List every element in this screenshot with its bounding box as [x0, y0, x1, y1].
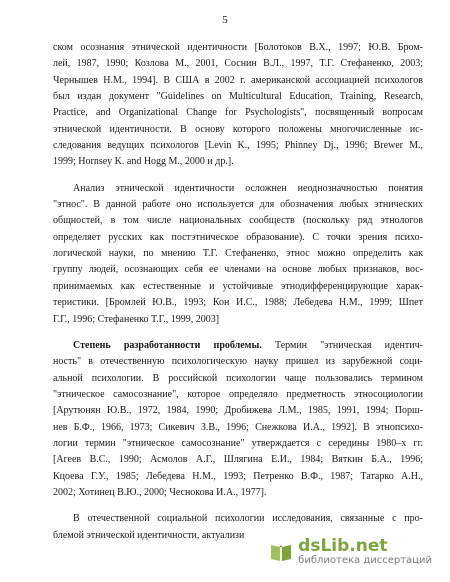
- text-line: группу людей, осознающих себя ее членами на основе любых признаков, вос-: [53, 264, 423, 276]
- text-line: лей, 1987, 1990; Козлова М., 2001, Соснин В.Л., 1997, Т.Г. Стефаненко, 2003;: [53, 58, 423, 70]
- text-line: Practice, and Organizational Change for Psychologists", посвященный вопросам: [53, 107, 423, 119]
- text-line: "этнос". В данной работе оно используется для обозначения любых этнических: [53, 199, 423, 211]
- text-line: 1999; Hornsey K. and Hogg M., 2000 и др.].: [53, 156, 234, 168]
- page-number: 5: [222, 14, 228, 26]
- text-line: следования ведущих психологов [Levin K., 1995; Phinney Dj., 1996; Brewer M.,: [53, 140, 423, 152]
- text-line: Чернышев Н.М., 1994]. В США в 2002 г. американской ассоциацией психологов: [53, 74, 423, 86]
- text-run: Термин "этническая идентич-: [261, 339, 423, 351]
- text-line: этнической идентичности. В основу которого положены многочисленные ис-: [53, 123, 423, 135]
- watermark: [264, 536, 436, 568]
- text-line: Г.Г., 1996; Стефаненко Т.Г., 1999, 2003]: [53, 313, 220, 325]
- text-line: [Агеев В.С., 1990; Асмолов А.Г., Шлягина Е.И., 1984; Вяткин Б.А., 1996;: [53, 454, 423, 466]
- text-line: определяет русских как постэтническое образование). С точки зрения психо-: [53, 231, 423, 243]
- book-logo-icon: [268, 539, 294, 565]
- text-line: теристики. [Бромлей Ю.В., 1993; Кон И.С., 1988; Лебедева Н.М., 1999; Шпет: [53, 297, 423, 309]
- text-line: 2002; Хотинец В.Ю., 2000; Чеснокова И.А., 1977].: [53, 486, 267, 498]
- text-line: логии термин "этническое самосознание" утверждается с середины 1980–х гг.: [53, 437, 423, 449]
- document-body: [53, 40, 423, 544]
- text-line: [Арутюнян Ю.В., 1972, 1984, 1990; Дробижева Л.М., 1985, 1991, 1994; Порш-: [53, 405, 423, 417]
- text-line: В отечественной социальной психологии исследования, связанные с про-: [73, 513, 423, 525]
- text-line: был издан документ "Guidelines on Multicultural Education, Training, Research,: [53, 91, 423, 103]
- watermark-caption: библиотека диссертаций: [298, 555, 432, 566]
- paragraph: [53, 338, 423, 501]
- text-line: ность" в отечественную психологическую науку пришел из зарубежной соци-: [53, 356, 423, 368]
- text-line: "этническое самосознание", которое определяло предметность этносоциологии: [53, 388, 423, 400]
- paragraph: [53, 181, 423, 328]
- text-line: логической науки, по мнению Т.Г. Стефаненко, этнос можно определить как: [53, 248, 423, 260]
- text-line: Кцоева Г.У., 1985; Лебедева Н.М., 1993; Петренко В.Ф., 1987; Татарко А.Н.,: [53, 470, 423, 482]
- watermark-brand: dsLib.net: [298, 536, 388, 556]
- text-line: [53, 338, 423, 354]
- text-line: блемой этнической идентичности, актуализи: [53, 529, 245, 541]
- paragraph: [53, 40, 423, 171]
- text-line: общностей, в том числе национальных сообществ (поскольку ряд этнологов: [53, 215, 423, 227]
- section-heading: Степень разработанности проблемы.: [73, 339, 262, 351]
- text-line: альной психологии. В российской психологии чаще пользовались термином: [53, 372, 423, 384]
- text-line: Анализ этнической идентичности осложнен неоднозначностью понятия: [73, 182, 423, 194]
- text-line: ском осознания этнической идентичности [Болотоков В.Х., 1997; Ю.В. Бром-: [53, 42, 423, 53]
- text-line: нев Б.Ф., 1966, 1973; Сикевич З.В., 1996; Снежкова И.А., 1992]. В этнопсихо-: [53, 421, 423, 433]
- text-line: принимаемых как естественные и устойчивые этнодифференцирующие харак-: [53, 280, 423, 292]
